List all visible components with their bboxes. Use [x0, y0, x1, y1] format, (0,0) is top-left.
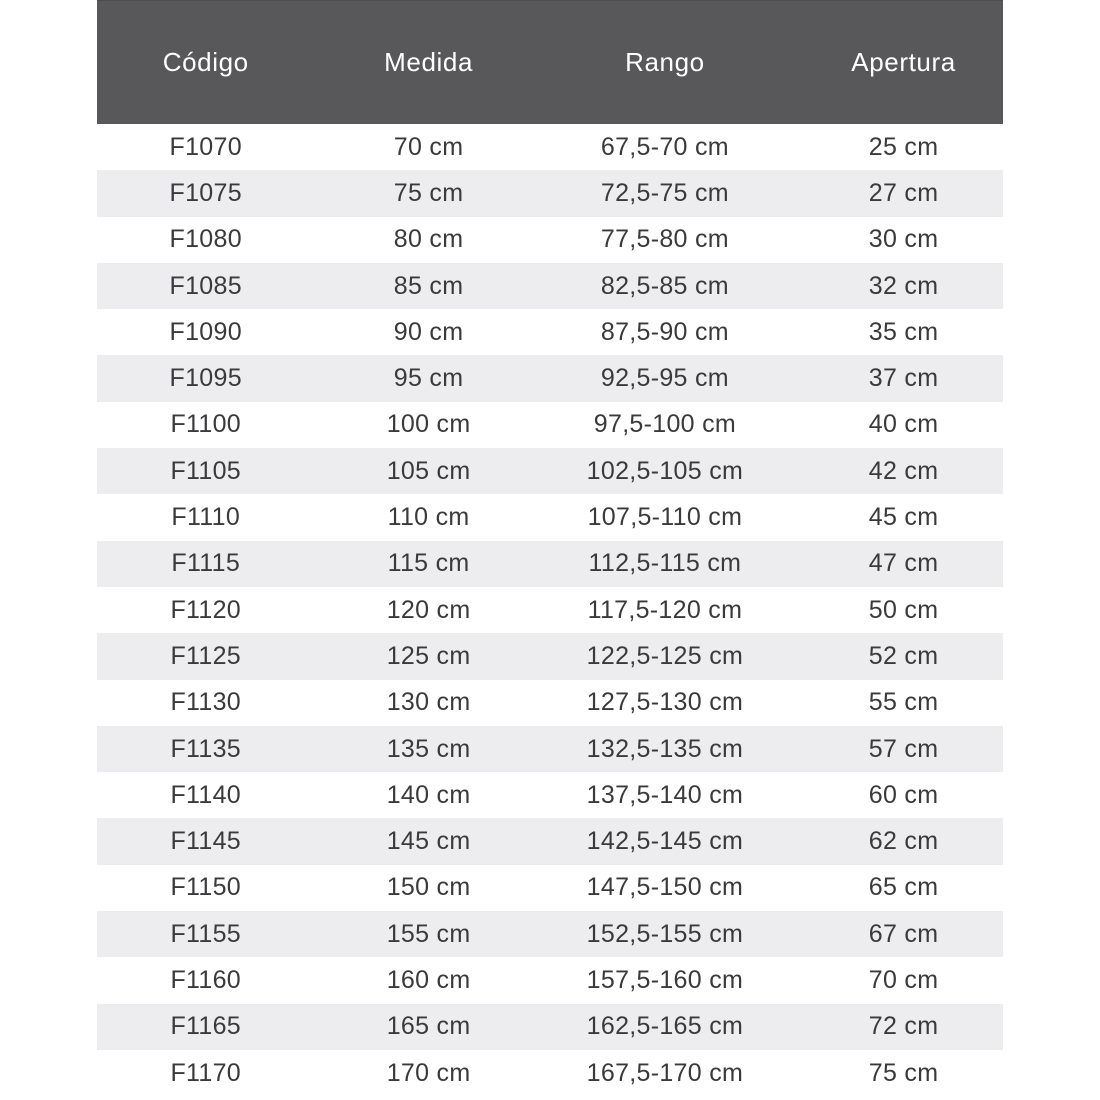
- table-cell: 42 cm: [868, 456, 939, 485]
- table-cell: 75 cm: [868, 1058, 939, 1087]
- table-cell: 35 cm: [868, 317, 939, 346]
- table-row: [97, 726, 1003, 772]
- table-cell: 72,5-75 cm: [600, 178, 729, 207]
- table-cell: 32 cm: [868, 271, 939, 300]
- table-cell: 112,5-115 cm: [588, 549, 742, 578]
- table-cell: 142,5-145 cm: [586, 827, 744, 856]
- table-cell: F1070: [169, 132, 242, 161]
- table-cell: 102,5-105 cm: [586, 456, 744, 485]
- table-cell: 37 cm: [868, 364, 939, 393]
- table-cell: 30 cm: [868, 225, 939, 254]
- table-cell: 152,5-155 cm: [586, 919, 744, 948]
- size-table: [97, 0, 1003, 1096]
- table-cell: 70 cm: [393, 132, 464, 161]
- column-header-rango: Rango: [625, 47, 705, 77]
- table-row: [97, 355, 1003, 401]
- table-cell: 40 cm: [868, 410, 939, 439]
- table-cell: 147,5-150 cm: [586, 873, 744, 902]
- table-cell: F1165: [170, 1012, 241, 1041]
- table-cell: 90 cm: [393, 317, 464, 346]
- table-row: [97, 865, 1003, 911]
- table-cell: F1125: [170, 641, 241, 670]
- table-cell: 117,5-120 cm: [587, 595, 743, 624]
- table-cell: F1080: [169, 225, 242, 254]
- table-cell: 92,5-95 cm: [600, 364, 729, 393]
- table-cell: 140 cm: [386, 780, 471, 809]
- table-row: [97, 818, 1003, 864]
- table-cell: F1095: [169, 364, 242, 393]
- table-cell: 135 cm: [386, 734, 471, 763]
- table-cell: 55 cm: [868, 688, 939, 717]
- table-cell: 157,5-160 cm: [586, 965, 744, 994]
- table-body: [97, 124, 1003, 1096]
- table-cell: 50 cm: [868, 595, 939, 624]
- table-cell: 75 cm: [393, 178, 464, 207]
- table-row: [97, 402, 1003, 448]
- table-cell: 122,5-125 cm: [586, 641, 744, 670]
- column-header-apertura: Apertura: [851, 47, 956, 77]
- column-header-medida: Medida: [384, 47, 474, 77]
- table-cell: 87,5-90 cm: [600, 317, 729, 346]
- table-cell: F1135: [170, 734, 241, 763]
- table-cell: 62 cm: [868, 827, 939, 856]
- table-cell: 120 cm: [386, 595, 471, 624]
- table-cell: 110 cm: [387, 503, 470, 532]
- table-row: [97, 957, 1003, 1003]
- table-cell: F1145: [170, 827, 241, 856]
- table-cell: 130 cm: [386, 688, 471, 717]
- table-row: [97, 170, 1003, 216]
- table-cell: F1090: [169, 317, 242, 346]
- table-header-row: [97, 0, 1003, 124]
- table-cell: F1110: [171, 503, 241, 532]
- table-cell: 155 cm: [386, 919, 471, 948]
- table-cell: 77,5-80 cm: [600, 225, 729, 254]
- table-cell: 80 cm: [393, 225, 464, 254]
- table-cell: F1155: [170, 919, 241, 948]
- table-row: [97, 772, 1003, 818]
- table-row: [97, 541, 1003, 587]
- table-cell: F1105: [170, 456, 241, 485]
- table-cell: 82,5-85 cm: [600, 271, 729, 300]
- table-row: [97, 680, 1003, 726]
- table-cell: 47 cm: [868, 549, 939, 578]
- table-cell: 170 cm: [386, 1058, 471, 1087]
- table-cell: F1075: [169, 178, 242, 207]
- table-cell: F1100: [170, 410, 241, 439]
- table-row: [97, 911, 1003, 957]
- table-cell: 70 cm: [868, 965, 939, 994]
- table-row: [97, 1050, 1003, 1096]
- table-cell: 25 cm: [868, 132, 939, 161]
- table-cell: 132,5-135 cm: [586, 734, 744, 763]
- table-cell: 107,5-110 cm: [587, 503, 743, 532]
- table-cell: 127,5-130 cm: [586, 688, 744, 717]
- table-cell: F1140: [170, 780, 241, 809]
- table-cell: 167,5-170 cm: [586, 1058, 744, 1087]
- table-cell: 97,5-100 cm: [593, 410, 737, 439]
- table-cell: F1160: [170, 965, 241, 994]
- table-cell: 105 cm: [386, 456, 471, 485]
- table-cell: F1115: [171, 549, 241, 578]
- table-cell: F1120: [170, 595, 241, 624]
- table-cell: 125 cm: [386, 641, 471, 670]
- table-row: [97, 124, 1003, 170]
- table-row: [97, 1004, 1003, 1050]
- table-cell: F1170: [170, 1058, 241, 1087]
- table-cell: 150 cm: [386, 873, 471, 902]
- column-header-codigo: Código: [162, 47, 249, 77]
- table-cell: 57 cm: [868, 734, 939, 763]
- table-cell: 100 cm: [386, 410, 471, 439]
- table-row: [97, 217, 1003, 263]
- table-cell: 65 cm: [868, 873, 939, 902]
- table-row: [97, 263, 1003, 309]
- table-cell: 85 cm: [393, 271, 464, 300]
- table-cell: 95 cm: [393, 364, 464, 393]
- table-cell: 160 cm: [386, 965, 471, 994]
- table-cell: 72 cm: [868, 1012, 939, 1041]
- table-cell: 67 cm: [868, 919, 939, 948]
- table-cell: 115 cm: [387, 549, 470, 578]
- table-cell: 165 cm: [386, 1012, 471, 1041]
- table-cell: 162,5-165 cm: [586, 1012, 744, 1041]
- table-cell: 145 cm: [386, 827, 471, 856]
- table-cell: F1130: [170, 688, 241, 717]
- table-row: [97, 309, 1003, 355]
- table-cell: 45 cm: [868, 503, 939, 532]
- table-cell: 67,5-70 cm: [600, 132, 729, 161]
- table-row: [97, 633, 1003, 679]
- table-cell: F1085: [169, 271, 242, 300]
- table-cell: F1150: [170, 873, 241, 902]
- table-row: [97, 494, 1003, 540]
- table-row: [97, 448, 1003, 494]
- table-row: [97, 587, 1003, 633]
- table-cell: 60 cm: [868, 780, 939, 809]
- table-cell: 27 cm: [868, 178, 939, 207]
- table-cell: 52 cm: [868, 641, 939, 670]
- table-cell: 137,5-140 cm: [586, 780, 744, 809]
